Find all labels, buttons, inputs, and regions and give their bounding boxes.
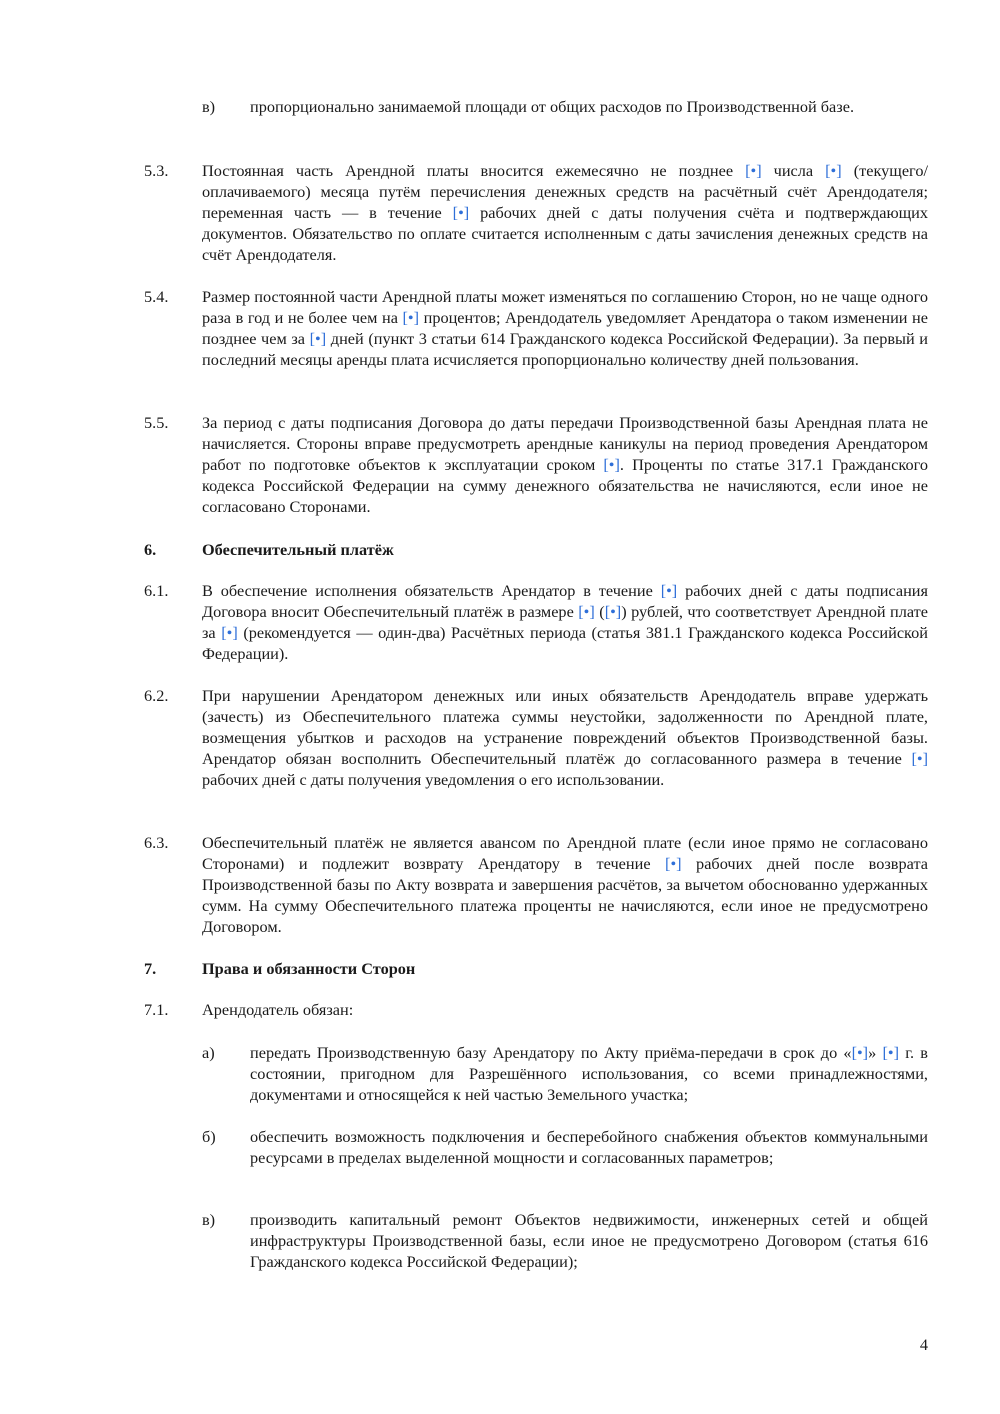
page-number: 4 xyxy=(919,1335,928,1354)
placeholder: [•] xyxy=(604,602,622,621)
clause-text: Арендодатель обязан: xyxy=(202,1000,354,1019)
clause-text: Размер постоянной части Арендной платы может изменяться по соглашению Сторон, но не чаще одного раза в год и не более чем на [•] процентов; Арендодатель уведомляет Арендатора о таком изменении не позднее чем за [•] дней (пункт 3 статьи 614 Гражданского кодекса Российской Федерации). За первый и последний месяцы аренды плата исчисляется пропорционально количеству дней пользования. xyxy=(202,287,928,369)
placeholder: [•] xyxy=(603,455,620,474)
section-number: 6. xyxy=(144,540,157,559)
placeholder: [•] xyxy=(309,329,327,348)
placeholder: [•] xyxy=(578,602,595,621)
item-label: б) xyxy=(202,1127,216,1146)
placeholder: [•] xyxy=(825,161,842,180)
placeholder: [•] xyxy=(851,1043,869,1062)
item-text: пропорционально занимаемой площади от общих расходов по Производственной базе. xyxy=(250,97,855,116)
item-text: производить капитальный ремонт Объектов недвижимости, инженерных сетей и общей инфраструктуры Производственной базы, если иное не предусмотрено Договором (статья 616 Гражданского кодекса Российской Федерации); xyxy=(250,1210,928,1271)
placeholder: [•] xyxy=(660,581,678,600)
section-title: Обеспечительный платёж xyxy=(202,540,394,559)
section-number: 7. xyxy=(144,959,157,978)
placeholder: [•] xyxy=(402,308,420,327)
clause-text: В обеспечение исполнения обязательств Арендатор в течение [•] рабочих дней с даты подписания Договора вносит Обеспечительный платёж в размере [•] ([•]) рублей, что соответствует Арендной плате за [•] (рекомендуется — один-два) Расчётных периода (статья 381.1 Гражданского кодекса Российской Федерации). xyxy=(202,581,928,663)
placeholder: [•] xyxy=(882,1043,899,1062)
placeholder: [•] xyxy=(745,161,762,180)
section-title: Права и обязанности Сторон xyxy=(202,959,416,978)
clause-number: 5.4. xyxy=(144,287,169,306)
clause-number: 6.2. xyxy=(144,686,169,705)
placeholder: [•] xyxy=(452,203,470,222)
clause-number: 5.3. xyxy=(144,161,169,180)
item-text: передать Производственную базу Арендатору по Акту приёма-передачи в срок до «[•]» [•] г. в состоянии, пригодном для Разрешённого использования, со всеми принадлежностями, документами и относящейся к ней частью Земельного участка; xyxy=(250,1043,928,1104)
clause-number: 7.1. xyxy=(144,1000,169,1019)
clause-text: Обеспечительный платёж не является авансом по Арендной плате (если иное прямо не согласовано Сторонами) и подлежит возврату Арендатору в течение [•] рабочих дней после возврата Производственной базы по Акту возврата и завершения расчётов, за вычетом обоснованно удержанных сумм. На сумму Обеспечительного платежа проценты не начисляются, если иное не предусмотрено Договором. xyxy=(202,833,928,936)
clause-number: 6.3. xyxy=(144,833,169,852)
clause-text: Постоянная часть Арендной платы вносится ежемесячно не позднее [•] числа [•] (текущего/оплачиваемого) месяца путём перечисления денежных средств на расчётный счёт Арендодателя; переменная часть — в течение [•] рабочих дней с даты получения счёта и подтверждающих документов. Обязательство по оплате считается исполненным с даты зачисления денежных средств на счёт Арендодателя. xyxy=(202,161,929,264)
placeholder: [•] xyxy=(221,623,238,642)
clause-text: При нарушении Арендатором денежных или иных обязательств Арендодатель вправе удержать (зачесть) из Обеспечительного платежа суммы неустойки, задолженности по Арендной плате, возмещения убытков и расходов на устранение повреждений объектов Производственной базы. Арендатор обязан восполнить Обеспечительный платёж до согласованного размера в течение [•] рабочих дней с даты получения уведомления о его использовании. xyxy=(202,686,928,789)
item-text: обеспечить возможность подключения и бесперебойного снабжения объектов коммунальными ресурсами в пределах выделенной мощности и согласованных параметров; xyxy=(250,1127,928,1167)
item-label: в) xyxy=(202,97,216,116)
placeholder: [•] xyxy=(665,854,682,873)
clause-number: 6.1. xyxy=(144,581,169,600)
clause-number: 5.5. xyxy=(144,413,169,432)
item-label: а) xyxy=(202,1043,215,1062)
item-label: в) xyxy=(202,1210,216,1229)
clause-text: За период с даты подписания Договора до даты передачи Производственной базы Арендная плата не начисляется. Стороны вправе предусмотреть арендные каникулы на период проведения Арендатором работ по подготовке объектов к эксплуатации сроком [•]. Проценты по статье 317.1 Гражданского кодекса Российской Федерации на сумму денежного обязательства не начисляются, если иное не согласовано Сторонами. xyxy=(202,413,928,516)
placeholder: [•] xyxy=(911,749,928,768)
